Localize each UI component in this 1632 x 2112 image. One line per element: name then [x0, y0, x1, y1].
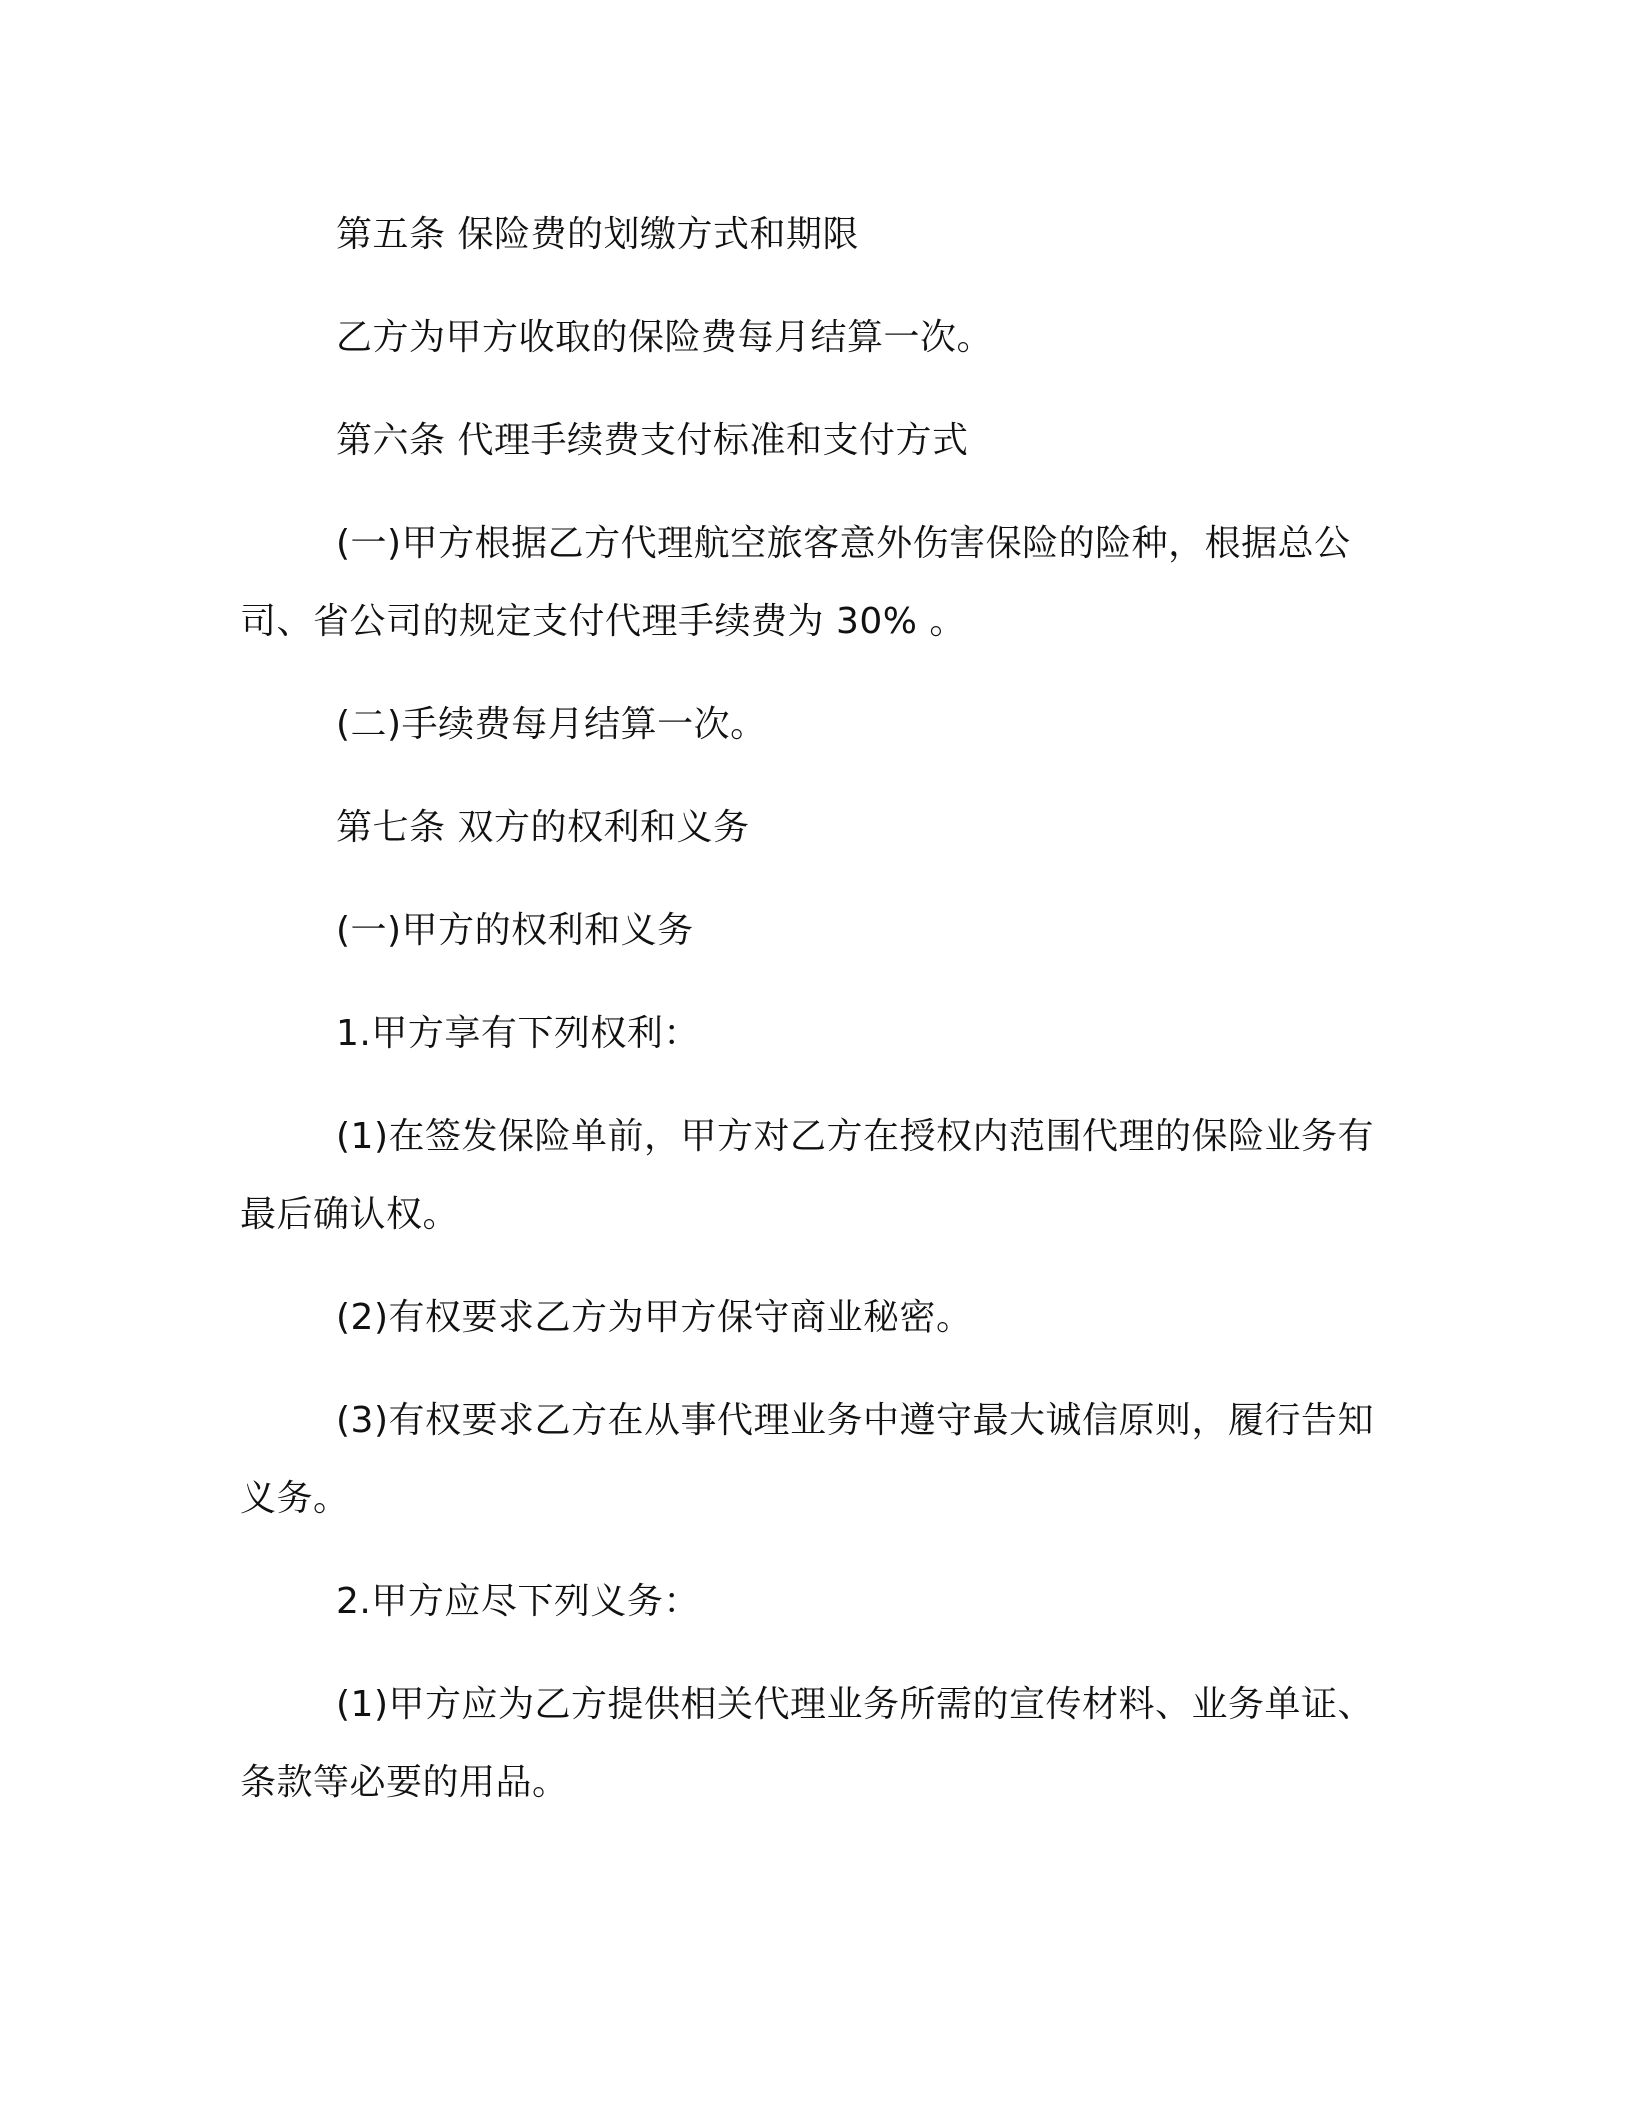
- party-a-duties-heading: 2.甲方应尽下列义务：: [336, 1581, 700, 1622]
- article-6-heading: 第六条 代理手续费支付标准和支付方式: [336, 420, 969, 461]
- article-6-item-1: (一)甲方根据乙方代理航空旅客意外伤害保险的险种，根据总公司、省公司的规定支付代理手续费为 30% 。: [240, 523, 1351, 642]
- party-a-right-1: (1)在签发保险单前，甲方对乙方在授权内范围代理的保险业务有最后确认权。: [240, 1116, 1374, 1235]
- party-a-right-3: (3)有权要求乙方在从事代理业务中遵守最大诚信原则，履行告知义务。: [240, 1400, 1374, 1519]
- party-a-rights-heading: 1.甲方享有下列权利：: [336, 1013, 700, 1054]
- article-6-item-2: (二)手续费每月结算一次。: [336, 704, 767, 745]
- document-body: [240, 196, 1390, 1847]
- article-5-text: 乙方为甲方收取的保险费每月结算一次。: [336, 317, 994, 358]
- party-a-rights-duties-heading: (一)甲方的权利和义务: [336, 910, 694, 951]
- party-a-duty-1: (1)甲方应为乙方提供相关代理业务所需的宣传材料、业务单证、条款等必要的用品。: [240, 1684, 1374, 1803]
- article-5-heading: 第五条 保险费的划缴方式和期限: [336, 214, 859, 255]
- party-a-right-2: (2)有权要求乙方为甲方保守商业秘密。: [336, 1297, 973, 1338]
- article-7-heading: 第七条 双方的权利和义务: [336, 807, 750, 848]
